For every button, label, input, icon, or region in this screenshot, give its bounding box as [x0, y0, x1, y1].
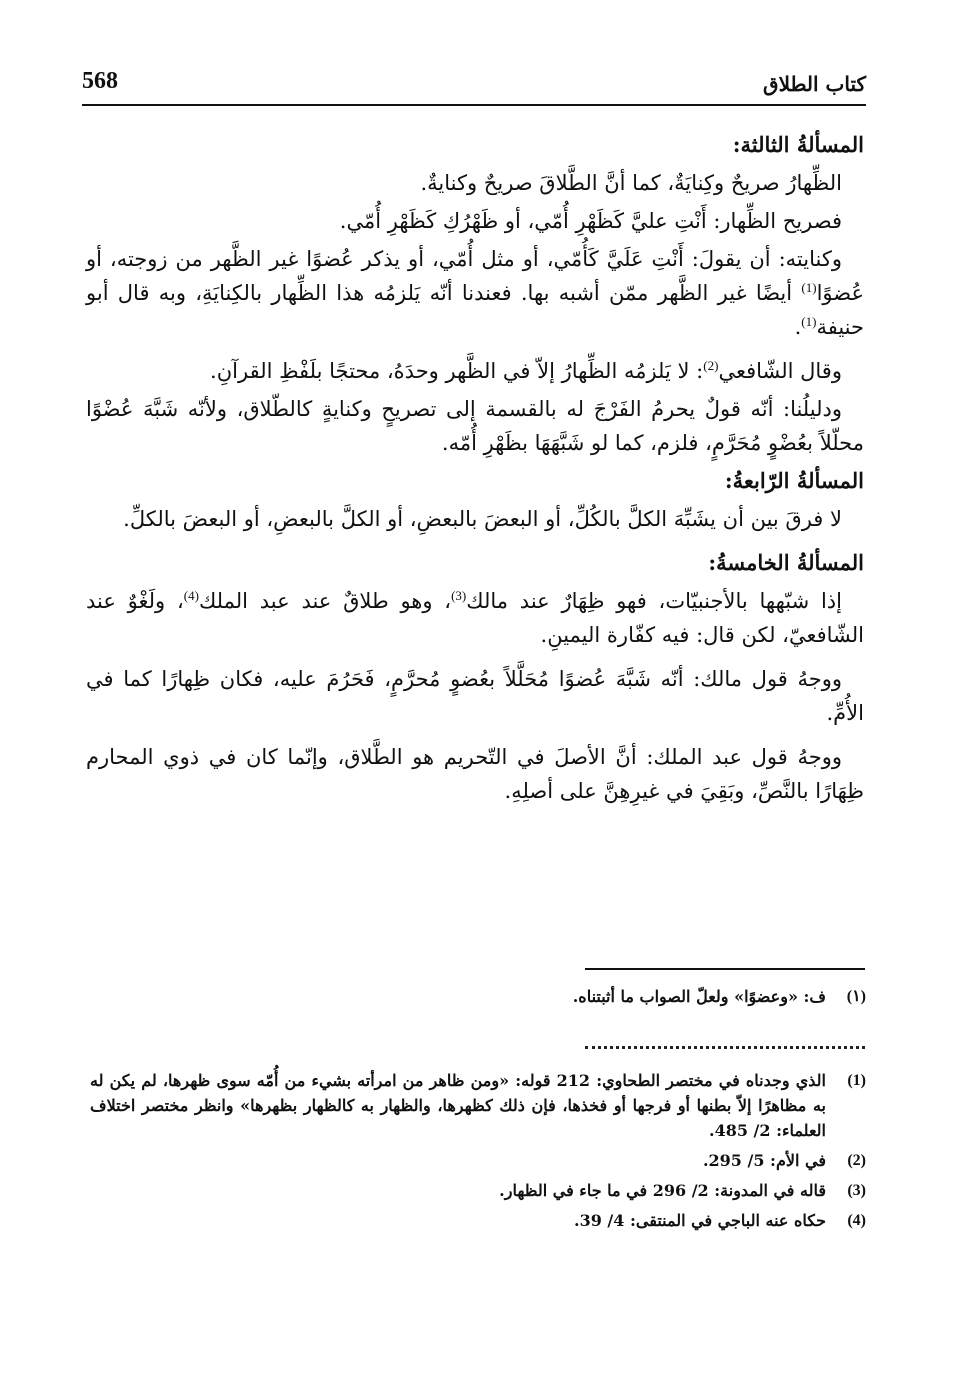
footnote-text: الذي وجدناه في مختصر الطحاوي: 212 قوله: «ومن ظاهر من امرأته بشيء من أُمّه سوى ظهرها، لم يكن له به مظاهرًا إلاّ بطنها أو فرجها أو فخذها، فإن ذلك كظهرها، والظهار به كالظهار بظهرها» وانظر مختصر اختلاف العلماء: 2/ 485.	[90, 1071, 827, 1140]
text-run: .	[794, 315, 802, 339]
footnote-mark: (١)	[846, 988, 866, 1005]
heading-fourth-issue: المسألةُ الرّابعةُ:	[724, 468, 864, 493]
heading-fifth-issue: المسألةُ الخامسةُ:	[708, 550, 864, 575]
dotted-separator	[585, 1046, 865, 1049]
editor-footnotes	[90, 984, 866, 1014]
footnote-ref: (4)	[183, 588, 199, 603]
text-run: ، وهو طلاقٌ عند عبد الملك	[198, 589, 452, 613]
footnote-mark: (4)	[847, 1212, 866, 1229]
text-run: : لا يَلزمُه الظِّهارُ إلاّ في الظَّهر وحدَهُ، محتجًا بلَفْظِ القرآنِ.	[210, 359, 704, 383]
footnote	[90, 1208, 866, 1233]
footnote-text: ف: «وعضوًا» ولعلّ الصواب ما أثبتناه.	[572, 987, 826, 1006]
paragraph: ووجهُ قول مالك: أنّه شَبَّهَ عُضوًا مُحَلَّلاً بعُضوٍ مُحرَّمٍ، فَحَرُمَ عليه، فكان ظِهارًا كما في الأُمِّ.	[86, 667, 864, 725]
header-rule	[82, 104, 866, 106]
footnote-ref: (1)	[801, 280, 817, 295]
footnote-ref: (1)	[801, 314, 817, 329]
paragraph	[86, 242, 864, 344]
footnote-text: حكاه عنه الباجي في المنتقى: 4/ 39.	[574, 1211, 826, 1230]
heading-third-issue: المسألةُ الثالثة:	[732, 132, 864, 157]
footnote-text: قاله في المدونة: 2/ 296 في ما جاء في الظهار.	[499, 1181, 826, 1200]
footnote	[90, 1148, 866, 1173]
paragraph: لا فرقَ بين أن يشَبِّهَ الكلَّ بالكُلِّ، أو البعضَ بالبعضِ، أو الكلَّ بالبعضِ، أو البعضَ بالكلِّ.	[123, 507, 842, 531]
paragraph	[86, 354, 864, 388]
text-run: وقال الشّافعي	[718, 359, 842, 383]
text-run: أيضًا غير الظَّهر ممّن أشبه بها. فعندنا أنّه يَلزمُه هذا الظِّهار بالكِنايَةِ، وبه قال أبو حنيفة	[86, 281, 864, 339]
text-run: ، ولَغْوٌ عند الشّافعيّ، لكن قال: فيه كفّارة اليمينِ.	[86, 589, 864, 647]
author-footnotes	[90, 1068, 866, 1238]
text-run: إذا شبّهها بالأجنبيّات، فهو ظِهَارٌ عند مالك	[466, 589, 842, 613]
paragraph: فصريح الظِّهار: أَنْتِ عليَّ كَظَهْرِ أُمّي، أو ظَهْرُكِ كَظَهْرِ أُمّي.	[339, 209, 842, 233]
paragraph: الظِّهارُ صريحٌ وكِنايَةٌ، كما أنَّ الطَّلاقَ صريحٌ وكنايةٌ.	[420, 171, 842, 195]
footnote-mark: (2)	[847, 1152, 866, 1169]
footnote	[90, 1178, 866, 1203]
paragraph: ودليلُنا: أنّه قولٌ يحرمُ الفَرْجَ له بالقسمة إلى تصريحٍ وكنايةٍ كالطّلاق، ولأنّه شَبَّهَ عُضْوًا محلّلاً بعُضْوٍ مُحَرَّمٍ، فلزم، كما لو شَبَّهَهَا بظَهْرِ أُمّه.	[86, 397, 864, 455]
footnote	[90, 1068, 866, 1143]
paragraph: ووجهُ قول عبد الملك: أنَّ الأصلَ في التّحريم هو الطَّلاق، وإنّما كان في ذوي المحارم ظِهَارًا بالنَّصِّ، وبَقِيَ في غيرِهِنَّ على أصلِهِ.	[86, 745, 864, 803]
footnote	[90, 984, 866, 1009]
running-title: كتاب الطلاق	[763, 72, 866, 96]
main-text	[86, 126, 864, 812]
footnote-ref: (3)	[451, 588, 467, 603]
footnote-ref: (2)	[703, 358, 719, 373]
footnote-text: في الأم: 5/ 295.	[702, 1151, 826, 1170]
footnote-mark: (1)	[847, 1072, 866, 1089]
paragraph	[86, 584, 864, 652]
footnote-separator	[585, 968, 865, 970]
text-run: وكنايته: أن يقولَ: أَنْتِ عَلَيَّ كَأُمّي، أو مثل أُمّي، أو يذكر عُضوًا غير الظَّهر من زوجته، أو عُضوًا	[86, 247, 864, 305]
footnote-mark: (3)	[847, 1182, 866, 1199]
page-header	[82, 68, 866, 108]
page-number: 568	[82, 68, 118, 94]
